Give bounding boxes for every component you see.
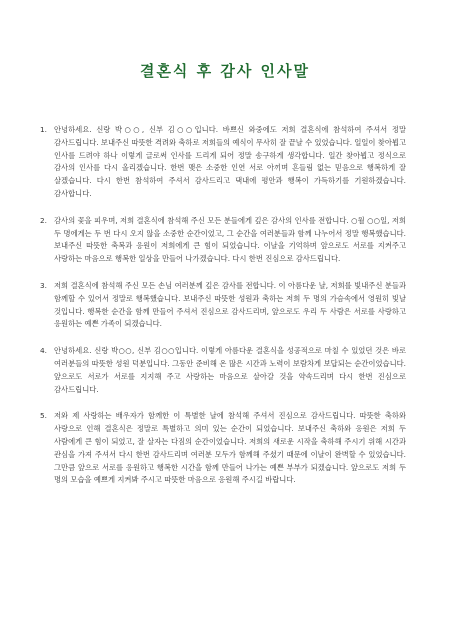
page-title: 결혼식 후 감사 인사말 xyxy=(139,62,311,80)
list-item xyxy=(0,410,450,487)
list-item-number: 1. xyxy=(40,125,47,134)
list-item xyxy=(0,124,450,201)
list-item-text: 안녕하세요. 신랑 박○○, 신부 김○○입니다. 바쁘신 와중에도 저희 결혼식에 참석하여 주셔서 정말 감사드립니다. 보내주신 따뜻한 격려와 축하로 저희들의 예식이 무사히 잘 끝날 수 있었습니다. 일일이 찾아뵙고 인사를 드려야 하나 이렇게 글로써 인사를 드리게 되어 정말 송구하게 생각합니다. 일간 찾아뵙고 정식으로 감사의 인사를 다시 올리겠습니다. 한번 맺은 소중한 인연 서로 아끼며 흔들림 없는 믿음으로 행복하게 잘 살겠습니다. 다시 한번 참석하여 주셔서 감사드리고 댁내에 평안과 행복이 가득하기를 기원하겠습니다. 감사합니다. xyxy=(54,125,406,198)
list-item-text: 안녕하세요. 신랑 박○○, 신부 김○○입니다. 이렇게 아름다운 결혼식을 성공적으로 마칠 수 있었던 것은 바로 여러분들의 따뜻한 성원 덕분입니다. 그동안 준비해 온 많은 시간과 노력이 보람차게 보답되는 순간이었습니다. 앞으로도 서로가 서로를 지지해 주고 사랑하는 마음으로 살아갈 것을 약속드리며 다시 한번 진심으로 감사드립니다. xyxy=(54,346,406,394)
list-item xyxy=(0,345,450,396)
list-item-number: 5. xyxy=(40,411,47,421)
list-item-text: 감사의 꽃을 피우며, 저희 결혼식에 참석해 주신 모든 분들에게 깊은 감사의 인사를 전합니다. ○월 ○○일, 저희 두 명에게는 두 번 다시 오지 않을 소중한 순간이었고, 그 순간을 여러분들과 함께 나누어서 정말 행복했습니다. 보내주신 따뜻한 축복과 응원이 저희에게 큰 힘이 되었습니다. 이날을 기억하며 앞으로도 서로를 지켜주고 사랑하는 마음으로 행복한 일상을 만들어 나가겠습니다. 다시 한번 진심으로 감사드립니다. xyxy=(54,215,406,264)
list-item-text: 저와 제 사랑하는 배우자가 함께한 이 특별한 날에 참석해 주셔서 진심으로 감사드립니다. 따뜻한 축하와 사랑으로 인해 결혼식은 정말로 특별하고 의미 있는 순간이 되었습니다. 보내주신 축하와 응원은 저희 두 사람에게 큰 힘이 되었고, 잘 살자는 다짐의 순간이었습니다. 저희의 새로운 시작을 축하해 주시기 위해 시간과 관심을 가져 주셔서 다시 한번 감사드리며 여러분 모두가 함께해 주셨기 때문에 이날이 완벽할 수 있었습니다. 그만큼 앞으로 서로를 응원하고 행복한 시간을 함께 만들어 나가는 예쁜 부부가 되겠습니다. 앞으로도 저희 두 명의 모습을 예쁘게 지켜봐 주시고 따뜻한 마음으로 응원해 주시길 바랍니다. xyxy=(54,411,406,485)
list-item-number: 2. xyxy=(40,215,47,225)
list-item-number: 4. xyxy=(40,346,47,356)
list-item xyxy=(0,215,450,266)
list-item-text: 저희 결혼식에 참석해 주신 모든 손님 여러분께 깊은 감사를 전합니다. 이 아름다운 날, 저희를 빛내주신 분들과 함께할 수 있어서 정말로 행복했습니다. 보내주신 따뜻한 성원과 축하는 저희 두 명의 가슴속에서 영원히 빛날 것입니다. 행복한 순간을 함께 만들어 주셔서 진심으로 감사드리며, 앞으로도 우리 두 사람은 서로를 사랑하고 응원하는 예쁜 가족이 되겠습니다. xyxy=(54,280,406,329)
greeting-list xyxy=(0,124,450,501)
list-item xyxy=(0,280,450,331)
list-item-number: 3. xyxy=(40,280,47,290)
